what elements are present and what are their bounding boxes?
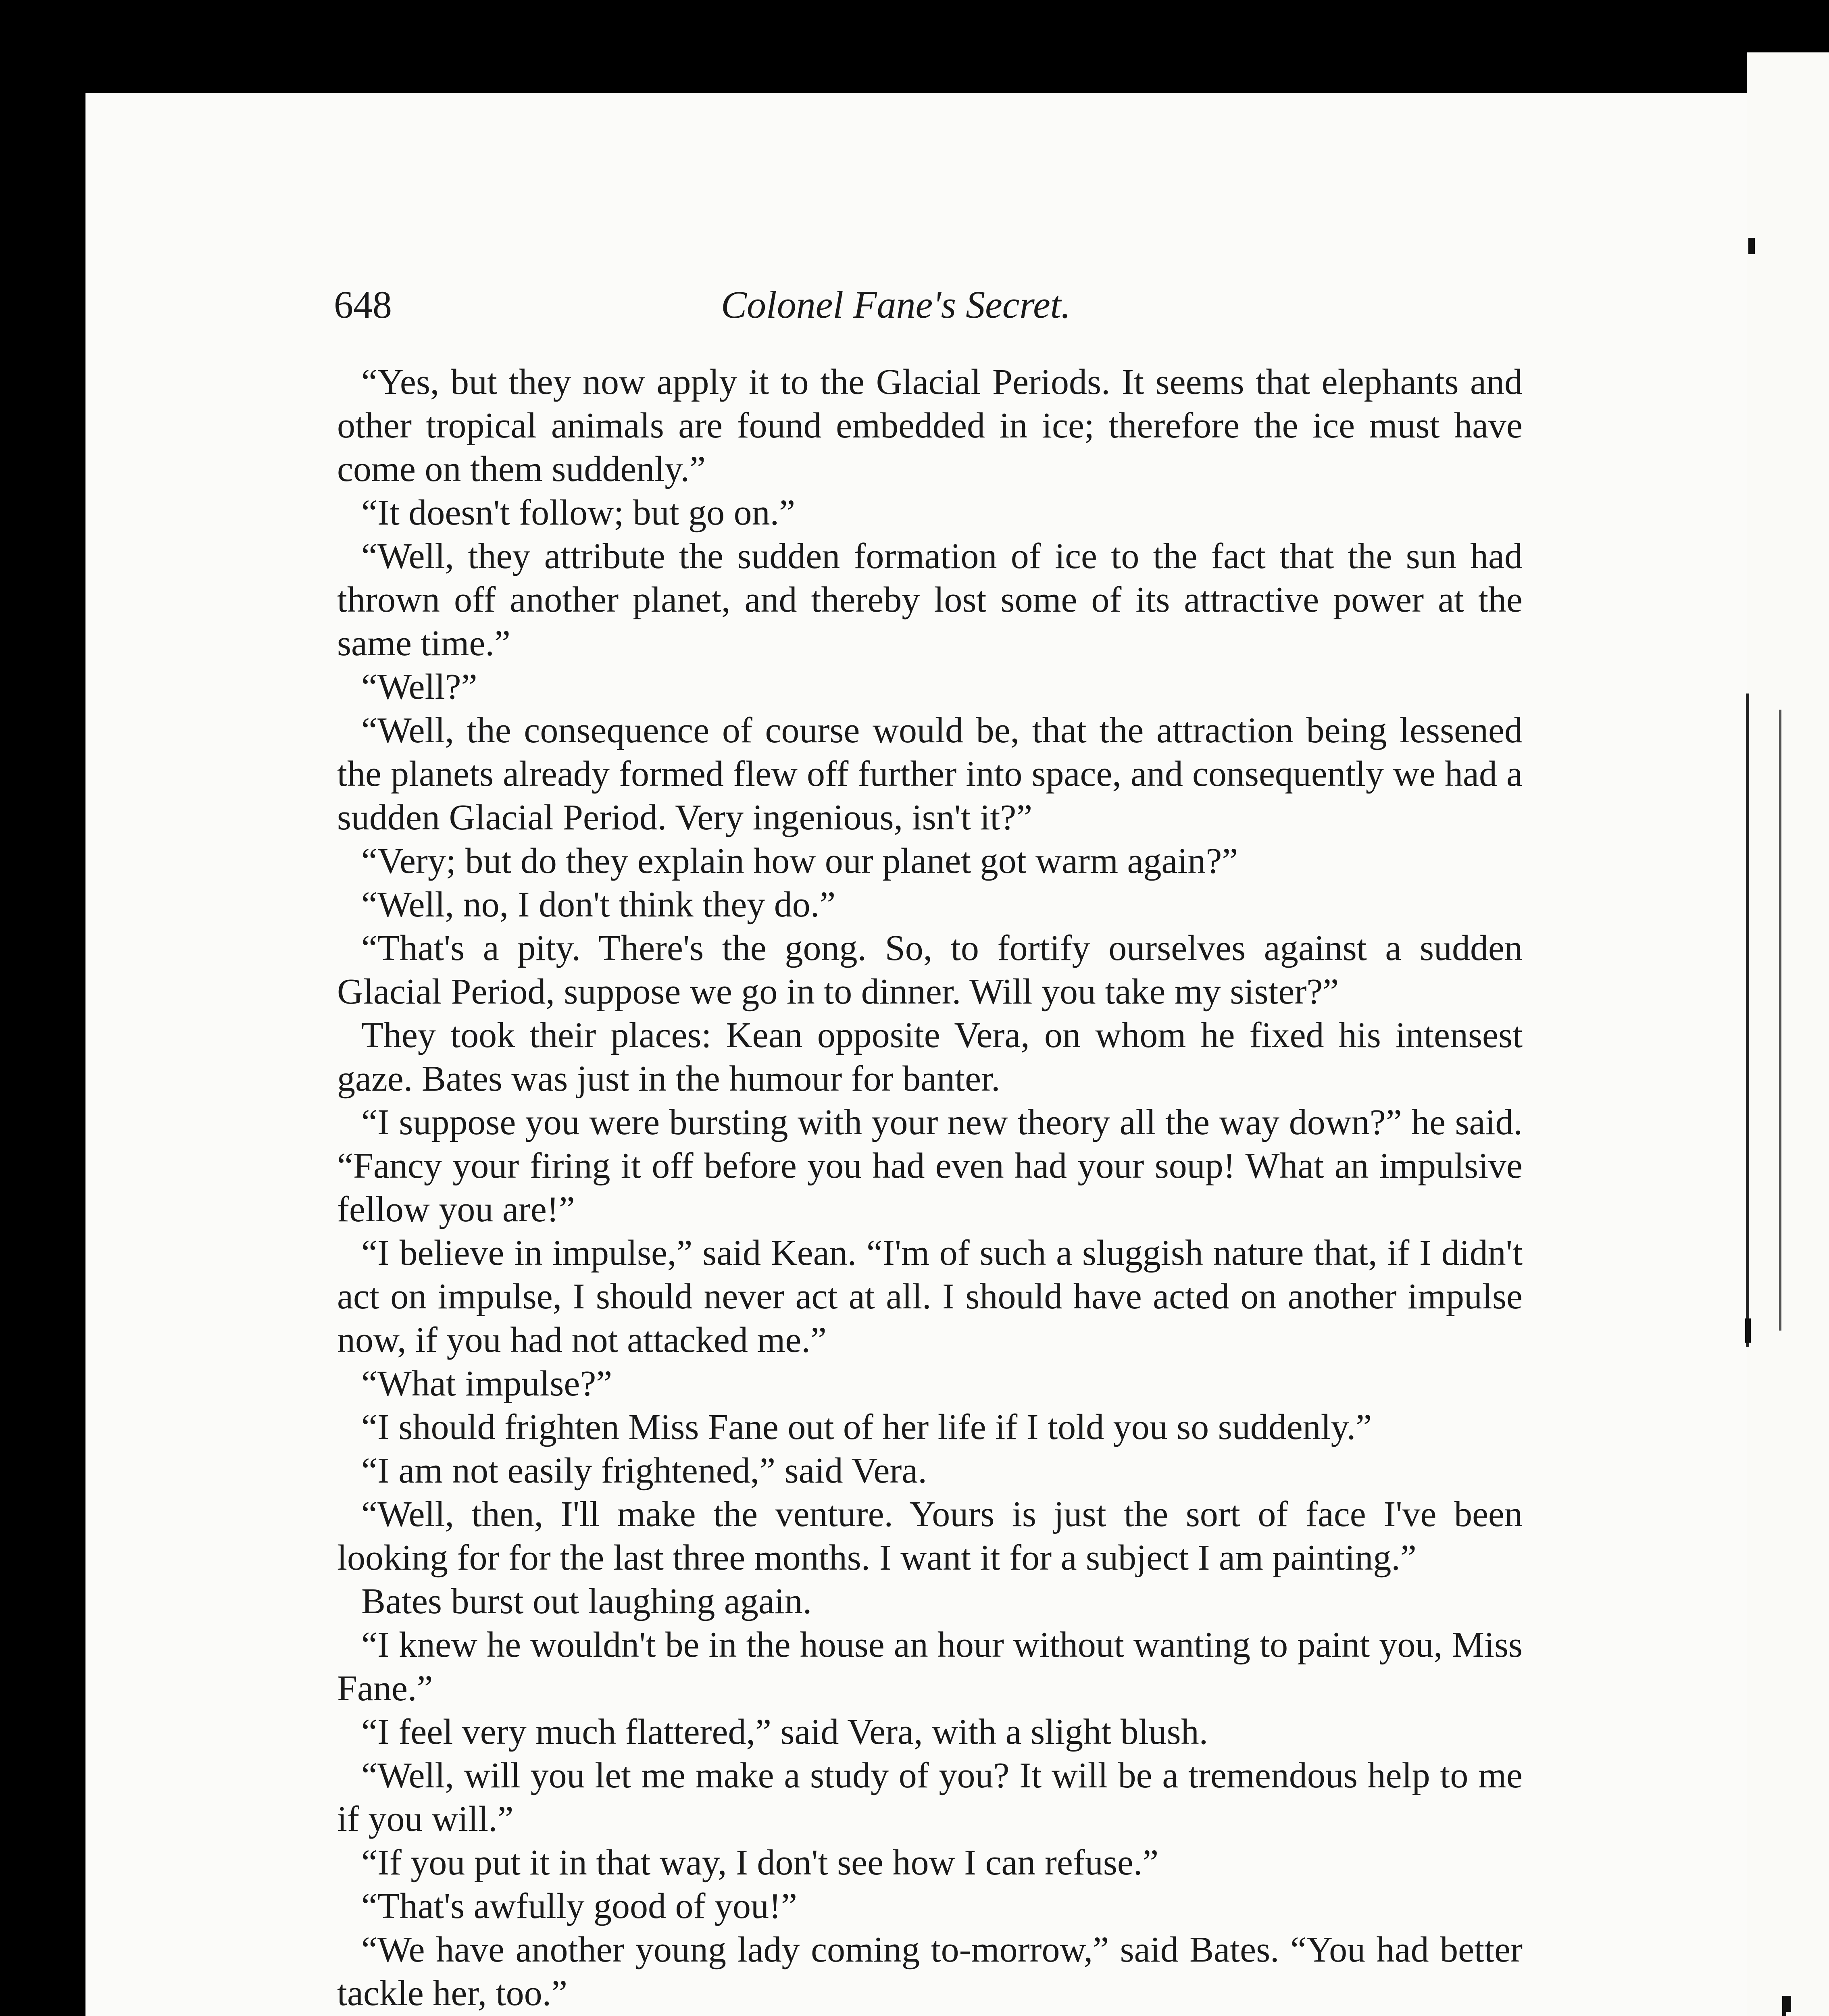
paragraph: “I am not easily frightened,” said Vera. [361,1451,927,1491]
paragraph: “That's awfully good of you!” [361,1886,797,1926]
paragraph: “Well, no, I don't think they do.” [361,885,836,925]
page-header [334,282,1556,339]
paragraph: “We have another young lady coming to-morrow,” said Bates. “You had better tackle her, too.” [337,1930,1523,2013]
paragraph: “What impulse?” [361,1364,612,1404]
paragraph: “Well, will you let me make a study of you? It will be a tremendous help to me if you will.” [337,1756,1523,1839]
running-title: Colonel Fane's Secret. [721,283,1071,326]
paragraph: “That's a pity. There's the gong. So, to fortify ourselves against a sudden Glacial Period, suppose we go in to dinner. Will you take my sister?” [337,928,1523,1012]
paragraph: “I suppose you were bursting with your new theory all the way down?” he said. “Fancy your firing it off before you had even had your soup! What an impulsive fellow you are!” [337,1102,1523,1229]
paragraph: “I knew he wouldn't be in the house an hour without wanting to paint you, Miss Fane.” [337,1625,1523,1708]
paragraph: “I should frighten Miss Fane out of her life if I told you so suddenly.” [361,1407,1372,1447]
paragraph: “I believe in impulse,” said Kean. “I'm of such a sluggish nature that, if I didn't act on impulse, I should never act at all. I should have acted on another impulse now, if you had not attacked me.” [337,1233,1523,1360]
paragraph: “Well, then, I'll make the venture. Yours is just the sort of face I've been looking for for the last three months. I want it for a subject I am painting.” [337,1494,1523,1578]
page-edge-mark [1748,238,1755,254]
paragraph: “Very; but do they explain how our planet got warm again?” [361,841,1238,881]
paragraph: They took their places: Kean opposite Vera, on whom he fixed his intensest gaze. Bates was just in the humour for banter. [337,1015,1523,1099]
paragraph: “Yes, but they now apply it to the Glacial Periods. It seems that elephants and other tropical animals are found embedded in ice; therefore the ice must have come on them suddenly.” [337,362,1523,489]
page-number: 648 [334,283,392,326]
page-edge-mark [1782,1996,1791,2012]
paragraph: “If you put it in that way, I don't see how I can refuse.” [361,1843,1159,1883]
next-page-edge [1747,52,1829,2016]
page-edge-mark [1745,1318,1751,1343]
paragraph: “I feel very much flattered,” said Vera, with a slight blush. [361,1712,1208,1752]
page-edge-line [1779,710,1781,1331]
paragraph: “Well?” [361,667,477,707]
page-edge-line [1746,694,1749,1347]
paragraph: “Well, the consequence of course would be, that the attraction being lessened the planets already formed flew off further into space, and consequently we had a sudden Glacial Period. Very ingenious, isn't it?” [337,710,1523,837]
paragraph: “It doesn't follow; but go on.” [361,493,796,533]
paragraph: Bates burst out laughing again. [361,1581,812,1621]
paragraph: “Well, they attribute the sudden formation of ice to the fact that the sun had thrown off another planet, and thereby lost some of its attractive power at the same time.” [337,536,1523,663]
body-text [337,360,1523,2016]
